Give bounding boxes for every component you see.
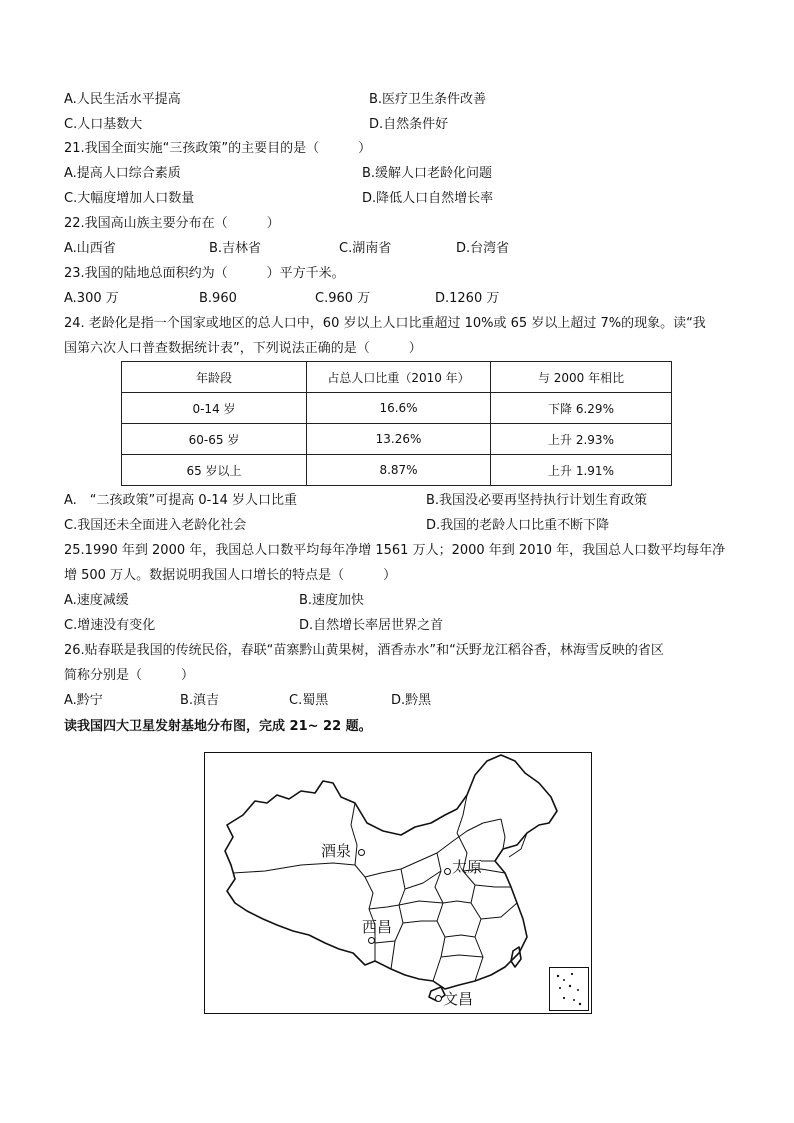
option-text: A. “二孩政策”可提高 0-14 岁人口比重 xyxy=(64,493,298,508)
china-map xyxy=(204,752,592,1014)
question-stem: 国第六次人口普查数据统计表”，下列说法正确的是（ ） xyxy=(64,341,422,356)
city-label-taiyuan: 太原 xyxy=(452,858,483,876)
islands-icon xyxy=(550,968,588,1010)
city-marker-wenchang xyxy=(435,995,442,1002)
city-label-xichang: 西昌 xyxy=(362,918,393,936)
question-stem: 简称分别是（ ） xyxy=(64,668,195,683)
table-row xyxy=(122,424,672,455)
option-text: C.大幅度增加人口数量 xyxy=(64,191,195,206)
option-text: B.速度加快 xyxy=(299,593,365,608)
option-text: A.人民生活水平提高 xyxy=(64,92,181,107)
china-outline-icon xyxy=(205,753,591,1013)
city-marker-jiuquan xyxy=(358,849,365,856)
option-text: A.速度减缓 xyxy=(64,593,129,608)
table-header-cell: 占总人口比重（2010 年） xyxy=(307,362,491,393)
option-text: C.增速没有变化 xyxy=(64,618,156,633)
table-header-cell: 年龄段 xyxy=(122,362,307,393)
table-cell: 60-65 岁 xyxy=(122,424,307,455)
table-cell: 上升 2.93% xyxy=(491,424,672,455)
option-text: B.滇吉 xyxy=(180,693,220,708)
option-text: D.1260 万 xyxy=(435,291,500,306)
question-stem: 21.我国全面实施“三孩政策”的主要目的是（ ） xyxy=(64,141,372,156)
option-text: D.降低人口自然增长率 xyxy=(362,191,494,206)
option-text: A.山西省 xyxy=(64,241,116,256)
table-header-row xyxy=(122,362,672,393)
option-text: D.自然增长率居世界之首 xyxy=(299,618,444,633)
option-text: B.960 xyxy=(199,291,237,306)
question-stem: 24. 老龄化是指一个国家或地区的总人口中，60 岁以上人口比重超过 10%或 65 岁以上超过 7%的现象。读“我 xyxy=(64,316,706,331)
option-text: B.医疗卫生条件改善 xyxy=(369,92,487,107)
question-stem: 增 500 万人。数据说明我国人口增长的特点是（ ） xyxy=(64,568,397,583)
table-row xyxy=(122,455,672,486)
option-text: D.自然条件好 xyxy=(369,117,449,132)
city-marker-xichang xyxy=(368,937,375,944)
map-instruction: 读我国四大卫星发射基地分布图，完成 21~ 22 题。 xyxy=(64,719,372,734)
table-cell: 下降 6.29% xyxy=(491,393,672,424)
option-text: C.人口基数大 xyxy=(64,117,143,132)
city-label-wenchang: 文昌 xyxy=(443,990,474,1008)
option-text: C.960 万 xyxy=(315,291,371,306)
option-text: B.吉林省 xyxy=(209,241,262,256)
option-text: A.300 万 xyxy=(64,291,119,306)
option-text: A.黔宁 xyxy=(64,693,103,708)
city-marker-taiyuan xyxy=(444,868,451,875)
question-stem: 23.我国的陆地总面积约为（ ）平方千米。 xyxy=(64,266,345,281)
option-text: B.我国没必要再坚持执行计划生育政策 xyxy=(426,493,648,508)
table-cell: 0-14 岁 xyxy=(122,393,307,424)
question-stem: 25.1990 年到 2000 年，我国总人口数平均每年净增 1561 万人；2000 年到 2010 年，我国总人口数平均每年净 xyxy=(64,543,726,558)
table-cell: 8.87% xyxy=(307,455,491,486)
option-text: C.蜀黑 xyxy=(289,693,329,708)
city-label-jiuquan: 酒泉 xyxy=(321,842,352,860)
option-text: D.台湾省 xyxy=(456,241,510,256)
option-text: D.黔黑 xyxy=(391,693,432,708)
table-row xyxy=(122,393,672,424)
table-cell: 上升 1.91% xyxy=(491,455,672,486)
option-text: B.缓解人口老龄化问题 xyxy=(362,166,493,181)
question-stem: 26.贴春联是我国的传统民俗，春联“苗寨黔山黄果树，酒香赤水”和“沃野龙江稻谷香，林海雪反映的省区 xyxy=(64,643,664,658)
question-stem: 22.我国高山族主要分布在（ ） xyxy=(64,216,280,231)
south-china-sea-inset xyxy=(549,967,589,1011)
table-cell: 13.26% xyxy=(307,424,491,455)
option-text: D.我国的老龄人口比重不断下降 xyxy=(426,518,610,533)
option-text: C.我国还未全面进入老龄化社会 xyxy=(64,518,247,533)
table-cell: 16.6% xyxy=(307,393,491,424)
census-table xyxy=(121,361,672,486)
option-text: C.湖南省 xyxy=(339,241,392,256)
table-header-cell: 与 2000 年相比 xyxy=(491,362,672,393)
table-cell: 65 岁以上 xyxy=(122,455,307,486)
option-text: A.提高人口综合素质 xyxy=(64,166,181,181)
